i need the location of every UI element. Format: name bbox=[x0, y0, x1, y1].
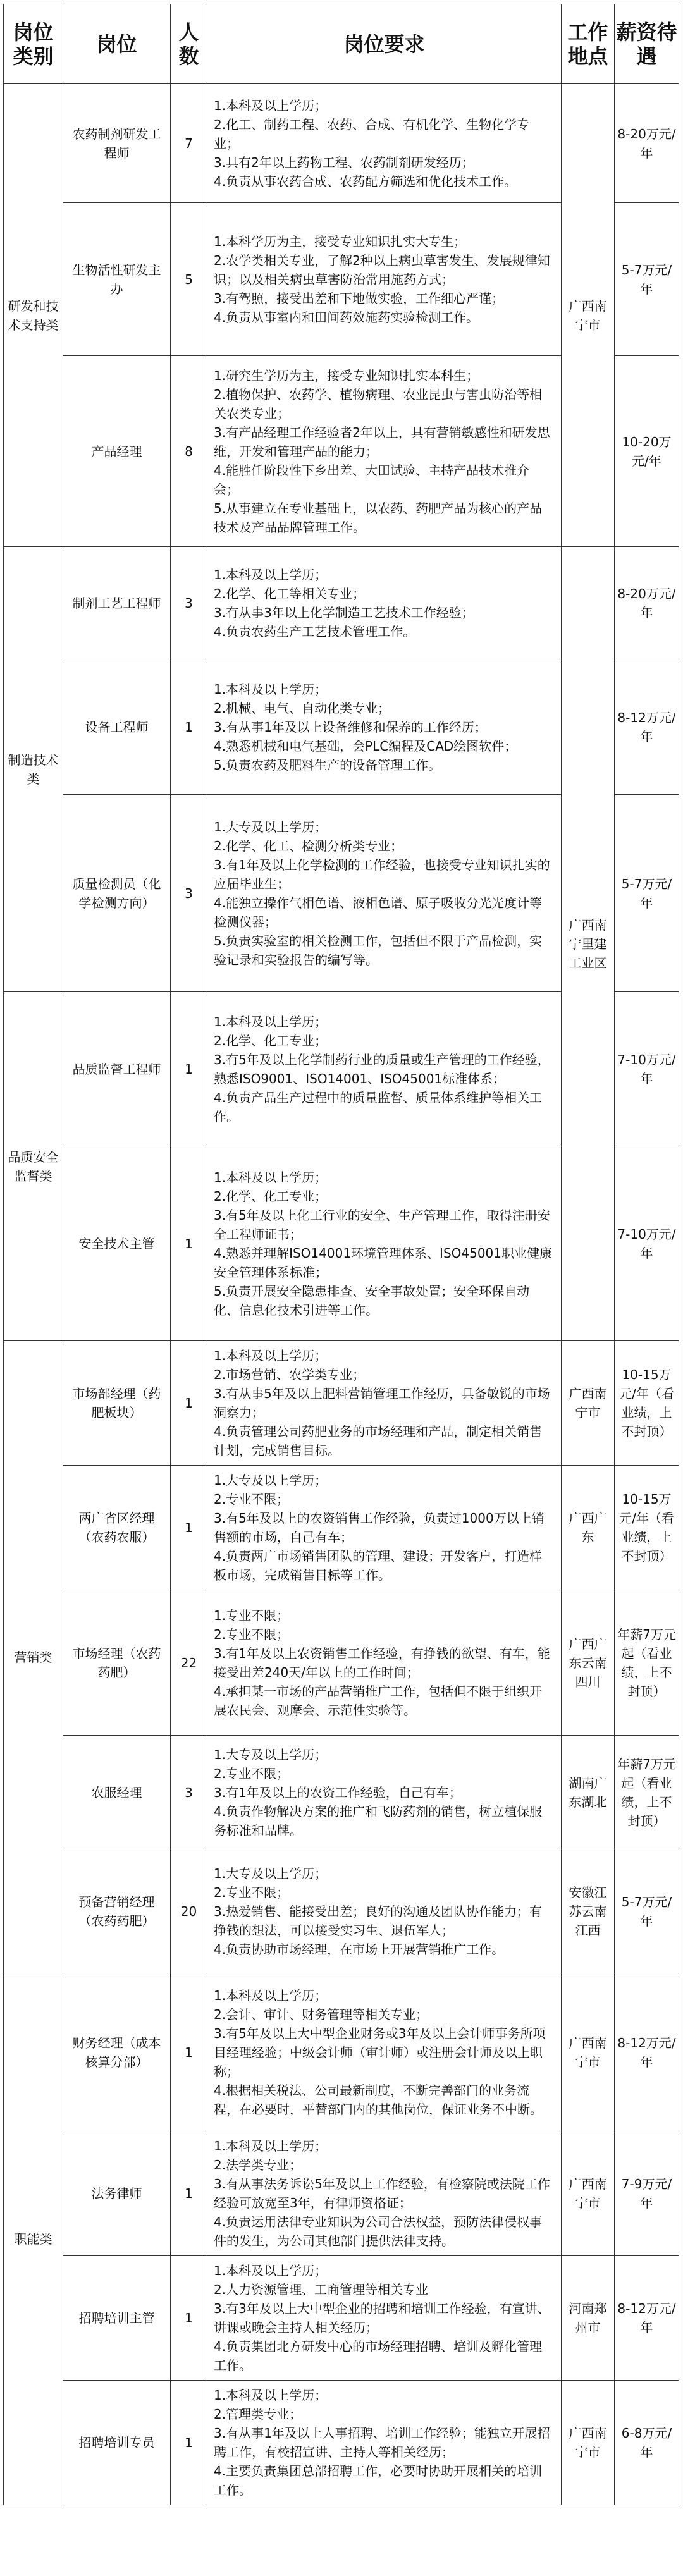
requirements-cell bbox=[207, 1466, 562, 1590]
requirement-line: 1.本科及以上学历； bbox=[214, 97, 328, 113]
requirement-line: 4.负责农药生产工艺技术管理工作。 bbox=[214, 623, 416, 639]
requirement-line: 4.负责两广市场销售团队的管理、建设；开发客户，打造样板市场，完成销售目标等工作。 bbox=[214, 1549, 543, 1583]
position-cell: 市场经理（农药药肥） bbox=[63, 1590, 171, 1736]
requirement-line: 1.本科及以上学历； bbox=[214, 2138, 328, 2154]
header-salary: 薪资待遇 bbox=[615, 4, 679, 84]
header-location: 工作地点 bbox=[562, 4, 615, 84]
position-cell: 招聘培训专员 bbox=[63, 2381, 171, 2505]
category-cell: 品质安全监督类 bbox=[4, 992, 63, 1341]
requirement-line: 2.市场营销、农学类专业； bbox=[214, 1367, 366, 1382]
requirement-line: 3.有产品经理工作经验者2年以上，具有营销敏感性和研发思维，开发和管理产品的能力； bbox=[214, 424, 550, 459]
requirement-line: 2.化学、化工专业； bbox=[214, 1033, 328, 1048]
position-cell: 设备工程师 bbox=[63, 659, 171, 795]
requirements-cell bbox=[207, 1146, 562, 1341]
position-cell: 品质监督工程师 bbox=[63, 992, 171, 1146]
table-row bbox=[4, 2131, 679, 2256]
table-row bbox=[4, 1341, 679, 1466]
count-cell: 5 bbox=[171, 203, 207, 356]
requirement-line: 1.研究生学历为主，接受专业知识扎实本科生； bbox=[214, 367, 479, 383]
salary-cell: 5-7万元/年 bbox=[615, 203, 679, 356]
salary-cell: 年薪7万元起（看业绩，上不封顶） bbox=[615, 1590, 679, 1736]
requirement-line: 4.负责产品生产过程中的质量监督、质量体系维护等相关工作。 bbox=[214, 1089, 543, 1124]
requirements-cell bbox=[207, 1849, 562, 1973]
requirement-line: 2.管理类专业； bbox=[214, 2407, 302, 2422]
requirement-line: 1.大专及以上学历； bbox=[214, 1865, 328, 1881]
requirements-cell bbox=[207, 1736, 562, 1849]
salary-cell: 10-15万元/年（看业绩，上不封顶） bbox=[615, 1341, 679, 1466]
requirement-line: 1.本科及以上学历； bbox=[214, 681, 328, 697]
requirement-line: 3.有5年及以上的农资销售工作经验，负责过1000万以上销售额的市场，自己有车； bbox=[214, 1511, 545, 1545]
requirement-line: 1.大专及以上学历； bbox=[214, 1473, 328, 1488]
requirement-line: 1.本科及以上学历； bbox=[214, 1169, 328, 1185]
location-cell: 广西南宁市 bbox=[562, 84, 615, 547]
salary-cell: 8-12万元/年 bbox=[615, 1973, 679, 2131]
count-cell: 1 bbox=[171, 1466, 207, 1590]
requirement-line: 2.专业不限； bbox=[214, 1626, 290, 1642]
count-cell: 1 bbox=[171, 659, 207, 795]
table-row bbox=[4, 547, 679, 659]
location-cell: 广西广东 bbox=[562, 1466, 615, 1590]
count-cell: 3 bbox=[171, 1736, 207, 1849]
requirement-line: 2.植物保护、农药学、植物病理、农业昆虫与害虫防治等相关农类专业； bbox=[214, 386, 543, 421]
requirement-line: 3.有1年及以上化学检测的工作经验，也接受专业知识扎实的应届毕业生； bbox=[214, 857, 550, 892]
requirement-line: 5.从事建立在专业基础上，以农药、药肥产品为核心的产品技术及产品品牌管理工作。 bbox=[214, 500, 543, 535]
position-cell: 招聘培训主管 bbox=[63, 2256, 171, 2381]
count-cell: 1 bbox=[171, 2256, 207, 2381]
requirement-line: 2.机械、电气、自动化类专业； bbox=[214, 700, 391, 716]
location-cell: 广西南宁市 bbox=[562, 1341, 615, 1466]
count-cell: 1 bbox=[171, 1973, 207, 2131]
position-cell: 生物活性研发主办 bbox=[63, 203, 171, 356]
category-cell: 研发和技术支持类 bbox=[4, 84, 63, 547]
requirements-cell bbox=[207, 203, 562, 356]
requirement-line: 1.本科及以上学历； bbox=[214, 1987, 328, 2003]
table-row bbox=[4, 1973, 679, 2131]
salary-cell: 10-15万元/年（看业绩，上不封顶） bbox=[615, 1466, 679, 1590]
category-cell: 职能类 bbox=[4, 1973, 63, 2505]
requirements-cell bbox=[207, 2256, 562, 2381]
header-count: 人数 bbox=[171, 4, 207, 84]
salary-cell: 5-7万元/年 bbox=[615, 1849, 679, 1973]
location-cell: 湖南广东湖北 bbox=[562, 1736, 615, 1849]
salary-cell: 7-10万元/年 bbox=[615, 992, 679, 1146]
count-cell: 1 bbox=[171, 1146, 207, 1341]
position-cell: 农药制剂研发工程师 bbox=[63, 84, 171, 203]
requirement-line: 3.有5年及以上大中型企业财务或3年及以上会计师事务所项目经理经验；中级会计师（审计师）或注册会计师及以上职称； bbox=[214, 2025, 546, 2079]
requirement-line: 3.有5年及以上化学制药行业的质量或生产管理的工作经验，熟悉ISO9001、ISO14001、ISO45001标准体系； bbox=[214, 1052, 550, 1086]
table-row bbox=[4, 1466, 679, 1590]
category-cell: 营销类 bbox=[4, 1341, 63, 1973]
header-position: 岗位 bbox=[63, 4, 171, 84]
requirement-line: 1.大专及以上学历； bbox=[214, 1746, 328, 1762]
requirements-cell bbox=[207, 547, 562, 659]
requirement-line: 4.承担某一市场的产品营销推广工作，包括但不限于组织开展农民会、观摩会、示范性实验等。 bbox=[214, 1683, 543, 1718]
count-cell: 1 bbox=[171, 2131, 207, 2256]
requirement-line: 2.化学、化工专业； bbox=[214, 1188, 328, 1204]
requirement-line: 3.有从事法务诉讼5年及以上工作经验，有检察院或法院工作经验可放宽至3年，有律师资格证； bbox=[214, 2176, 550, 2211]
location-cell: 广西南宁市 bbox=[562, 2381, 615, 2505]
table-row bbox=[4, 2256, 679, 2381]
salary-cell: 8-12万元/年 bbox=[615, 659, 679, 795]
count-cell: 7 bbox=[171, 84, 207, 203]
requirement-line: 3.有从事1年及以上人事招聘、培训工作经验；能独立开展招聘工作，有校招宣讲、主持人等相关经历； bbox=[214, 2426, 550, 2460]
category-cell: 制造技术类 bbox=[4, 547, 63, 992]
requirements-cell bbox=[207, 992, 562, 1146]
count-cell: 3 bbox=[171, 547, 207, 659]
count-cell: 3 bbox=[171, 795, 207, 992]
position-cell: 两广省区经理（农药农服） bbox=[63, 1466, 171, 1590]
requirement-line: 2.化工、制药工程、农药、合成、有机化学、生物化学专业； bbox=[214, 116, 530, 151]
requirements-cell bbox=[207, 2131, 562, 2256]
requirement-line: 4.能独立操作气相色谱、液相色谱、原子吸收分光光度计等检测仪器； bbox=[214, 895, 543, 929]
position-cell: 预备营销经理（农药药肥） bbox=[63, 1849, 171, 1973]
requirements-cell bbox=[207, 659, 562, 795]
requirement-line: 1.本科学历为主，接受专业知识扎实大专生； bbox=[214, 233, 467, 249]
requirement-line: 5.负责实验室的相关检测工作，包括但不限于产品检测，实验记录和实验报告的编写等。 bbox=[214, 933, 543, 967]
location-cell: 河南郑州市 bbox=[562, 2256, 615, 2381]
requirement-line: 3.有从事3年以上化学制造工艺技术工作经验； bbox=[214, 604, 474, 620]
header-category: 岗位类别 bbox=[4, 4, 63, 84]
requirement-line: 1.本科及以上学历； bbox=[214, 2263, 328, 2278]
table-row bbox=[4, 84, 679, 203]
salary-cell: 5-7万元/年 bbox=[615, 795, 679, 992]
header-requirements: 岗位要求 bbox=[207, 4, 562, 84]
position-cell: 安全技术主管 bbox=[63, 1146, 171, 1341]
salary-cell: 年薪7万元起（看业绩，上不封顶） bbox=[615, 1736, 679, 1849]
requirements-cell bbox=[207, 84, 562, 203]
table-row bbox=[4, 1590, 679, 1736]
count-cell: 8 bbox=[171, 356, 207, 547]
requirement-line: 5.负责农药及肥料生产的设备管理工作。 bbox=[214, 757, 441, 773]
position-cell: 产品经理 bbox=[63, 356, 171, 547]
position-cell: 财务经理（成本核算分部） bbox=[63, 1973, 171, 2131]
requirement-line: 1.专业不限； bbox=[214, 1607, 290, 1623]
recruitment-table bbox=[3, 4, 679, 2505]
salary-cell: 7-9万元/年 bbox=[615, 2131, 679, 2256]
count-cell: 20 bbox=[171, 1849, 207, 1973]
requirement-line: 3.有1年及以上的农资工作经验，自己有车； bbox=[214, 1784, 462, 1800]
position-cell: 农服经理 bbox=[63, 1736, 171, 1849]
location-cell: 广西南宁市 bbox=[562, 1973, 615, 2131]
count-cell: 1 bbox=[171, 2381, 207, 2505]
position-cell: 制剂工艺工程师 bbox=[63, 547, 171, 659]
table-row bbox=[4, 1736, 679, 1849]
position-cell: 市场部经理（药肥板块） bbox=[63, 1341, 171, 1466]
requirements-cell bbox=[207, 1590, 562, 1736]
requirement-line: 4.熟悉并理解ISO14001环境管理体系、ISO45001职业健康安全管理体系标准； bbox=[214, 1245, 552, 1280]
requirement-line: 3.有3年及以上大中型企业的招聘和培训工作经验，有宣讲、讲课或晚会主持人相关经历； bbox=[214, 2301, 550, 2335]
requirement-line: 4.负责集团北方研发中心的市场经理招聘、培训及孵化管理工作。 bbox=[214, 2339, 543, 2373]
requirement-line: 3.有1年及以上农资销售工作经验，有挣钱的欲望、有车，能接受出差240天/年以上的工作时间； bbox=[214, 1645, 550, 1680]
requirement-line: 1.本科及以上学历； bbox=[214, 1014, 328, 1029]
requirement-line: 3.有5年及以上化工行业的安全、生产管理工作，取得注册安全工程师证书； bbox=[214, 1207, 550, 1242]
requirements-cell bbox=[207, 1973, 562, 2131]
salary-cell: 8-20万元/年 bbox=[615, 547, 679, 659]
requirement-line: 3.热爱销售、能接受出差；良好的沟通及团队协作能力；有挣钱的想法，可以接受实习生、退伍军人； bbox=[214, 1903, 543, 1938]
requirement-line: 3.有从事5年及以上肥料营销管理工作经历，具备敏锐的市场洞察力； bbox=[214, 1386, 550, 1420]
count-cell: 1 bbox=[171, 992, 207, 1146]
location-cell: 广西广东云南四川 bbox=[562, 1590, 615, 1736]
requirement-line: 1.大专及以上学历； bbox=[214, 819, 328, 835]
requirement-line: 2.专业不限； bbox=[214, 1765, 290, 1781]
count-cell: 22 bbox=[171, 1590, 207, 1736]
requirements-cell bbox=[207, 1341, 562, 1466]
position-cell: 质量检测员（化学检测方向） bbox=[63, 795, 171, 992]
location-cell: 安徽江苏云南江西 bbox=[562, 1849, 615, 1973]
requirement-line: 3.有从事1年及以上设备维修和保养的工作经历； bbox=[214, 719, 487, 735]
salary-cell: 7-10万元/年 bbox=[615, 1146, 679, 1341]
salary-cell: 8-20万元/年 bbox=[615, 84, 679, 203]
recruitment-table-wrapper bbox=[3, 4, 680, 2505]
requirement-line: 2.人力资源管理、工商管理等相关专业 bbox=[214, 2282, 429, 2297]
requirement-line: 4.熟悉机械和电气基础，会PLC编程及CAD绘图软件； bbox=[214, 738, 517, 754]
salary-cell: 6-8万元/年 bbox=[615, 2381, 679, 2505]
requirement-line: 4.能胜任阶段性下乡出差、大田试验、主持产品技术推介会； bbox=[214, 462, 530, 497]
salary-cell: 10-20万元/年 bbox=[615, 356, 679, 547]
location-cell: 广西南宁里建工业区 bbox=[562, 547, 615, 1341]
requirement-line: 4.负责管理公司药肥业务的市场经理和产品，制定相关销售计划，完成销售目标。 bbox=[214, 1424, 543, 1458]
requirement-line: 4.主要负责集团总部招聘工作，必要时协助开展相关的培训工作。 bbox=[214, 2463, 543, 2498]
requirement-line: 4.负责从事室内和田间药效施药实验检测工作。 bbox=[214, 309, 479, 325]
requirement-line: 2.法学类专业； bbox=[214, 2157, 302, 2173]
position-cell: 法务律师 bbox=[63, 2131, 171, 2256]
requirement-line: 4.负责作物解决方案的推广和飞防药剂的销售，树立植保服务标准和品牌。 bbox=[214, 1803, 543, 1838]
requirement-line: 1.本科及以上学历； bbox=[214, 2388, 328, 2403]
requirement-line: 1.本科及以上学历； bbox=[214, 1348, 328, 1363]
table-row bbox=[4, 2381, 679, 2505]
requirement-line: 3.具有2年以上药物工程、农药制剂研发经历； bbox=[214, 154, 474, 170]
salary-cell: 8-12万元/年 bbox=[615, 2256, 679, 2381]
count-cell: 1 bbox=[171, 1341, 207, 1466]
requirement-line: 2.化学、化工等相关专业； bbox=[214, 586, 366, 601]
requirement-line: 3.有驾照，接受出差和下地做实验，工作细心严谨； bbox=[214, 290, 505, 306]
requirement-line: 2.专业不限； bbox=[214, 1492, 290, 1507]
requirement-line: 4.负责协助市场经理，在市场上开展营销推广工作。 bbox=[214, 1941, 505, 1957]
requirement-line: 4.负责从事农药合成、农药配方筛选和优化技术工作。 bbox=[214, 173, 517, 189]
requirements-cell bbox=[207, 2381, 562, 2505]
requirement-line: 1.本科及以上学历； bbox=[214, 567, 328, 582]
requirement-line: 5.负责开展安全隐患排查、安全事故处置；安全环保自动化、信息化技术引进等工作。 bbox=[214, 1283, 530, 1318]
requirement-line: 4.根据相关税法、公司最新制度，不断完善部门的业务流程，在必要时，平替部门内的其他岗位，保证业务不中断。 bbox=[214, 2082, 543, 2117]
requirements-cell bbox=[207, 356, 562, 547]
requirement-line: 2.会计、审计、财务管理等相关专业； bbox=[214, 2006, 429, 2022]
requirement-line: 2.农学类相关专业，了解2种以上病虫草害发生、发展规律知识；以及相关病虫草害防治常用施药方式； bbox=[214, 252, 550, 287]
requirement-line: 2.专业不限； bbox=[214, 1884, 290, 1900]
table-header-row bbox=[4, 4, 679, 84]
requirements-cell bbox=[207, 795, 562, 992]
requirement-line: 2.化学、化工、检测分析类专业； bbox=[214, 838, 403, 854]
requirement-line: 4.负责运用法律专业知识为公司合法权益，预防法律侵权事件的发生，为公司其他部门提供法律支持。 bbox=[214, 2214, 543, 2248]
location-cell: 广西南宁市 bbox=[562, 2131, 615, 2256]
table-row bbox=[4, 1849, 679, 1973]
